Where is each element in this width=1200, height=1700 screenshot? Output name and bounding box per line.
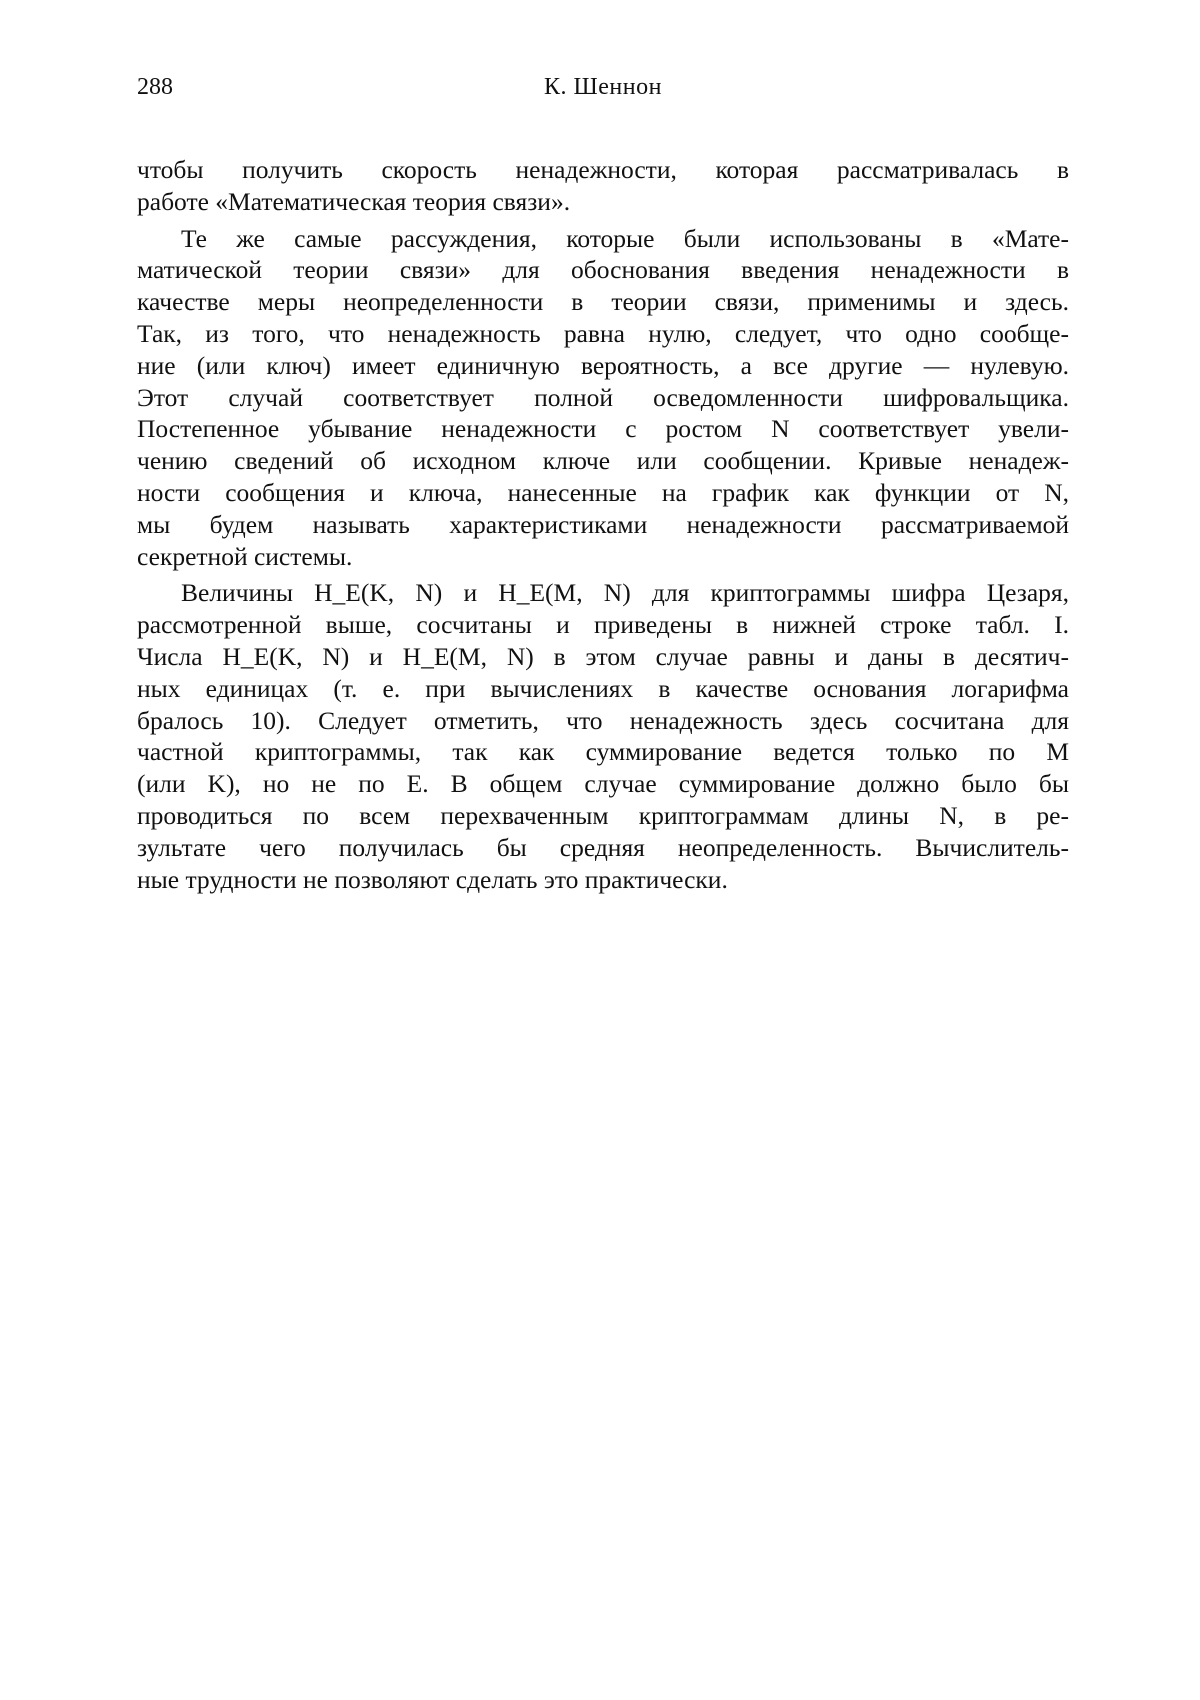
paragraph-2 xyxy=(137,223,1069,573)
text-line: чтобы получить скорость ненадежности, которая рассматривалась в xyxy=(137,155,1069,184)
text-line: мы будем называть характеристиками ненадежности рассматриваемой xyxy=(137,509,1069,539)
text-line: ности сообщения и ключа, нанесенные на график как функции от N, xyxy=(137,477,1069,507)
text-line: рассмотренной выше, сосчитаны и приведены в нижней строке табл. I. xyxy=(137,610,1069,640)
text-line: ние (или ключ) имеет единичную вероятность, а все другие — нулевую. xyxy=(137,350,1069,380)
text-line: (или K), но не по E. В общем случае суммирование должно было бы xyxy=(137,769,1069,799)
text-line: Числа H_E(K, N) и H_E(M, N) в этом случае равны и даны в десятич- xyxy=(137,641,1069,671)
paragraph-3 xyxy=(137,577,1069,895)
text-line: ных единицах (т. е. при вычислениях в качестве основания логарифма xyxy=(137,673,1069,703)
text-line: бралось 10). Следует отметить, что ненадежность здесь сосчитана для xyxy=(137,705,1069,735)
text-line: зультате чего получилась бы средняя неопределенность. Вычислитель- xyxy=(137,832,1069,862)
text-line: частной криптограммы, так как суммирование ведется только по M xyxy=(137,737,1069,767)
text-line: работе «Математическая теория связи». xyxy=(137,186,571,216)
text-line: Величины H_E(K, N) и H_E(M, N) для криптограммы шифра Цезаря, xyxy=(181,578,1069,608)
text-line: ные трудности не позволяют сделать это практически. xyxy=(137,864,728,894)
text-line: качестве меры неопределенности в теории связи, применимы и здесь. xyxy=(137,287,1069,317)
text-line: проводиться по всем перехваченным криптограммам длины N, в ре- xyxy=(137,800,1069,830)
text-line: секретной системы. xyxy=(137,541,353,571)
text-line: Те же самые рассуждения, которые были использованы в «Мате- xyxy=(181,223,1069,253)
text-line: матической теории связи» для обоснования введения ненадежности в xyxy=(137,255,1069,285)
text-line: Этот случай соответствует полной осведомленности шифровальщика. xyxy=(137,382,1069,412)
body-text xyxy=(137,154,1069,895)
text-line: Постепенное убывание ненадежности с ростом N соответствует увели- xyxy=(137,414,1069,444)
running-title: К. Шеннон xyxy=(544,74,662,100)
paragraph-1 xyxy=(137,154,1069,218)
text-line: Так, из того, что ненадежность равна нулю, следует, что одно сообще- xyxy=(137,318,1069,348)
text-line: чению сведений об исходном ключе или сообщении. Кривые ненадеж- xyxy=(137,446,1069,476)
running-head xyxy=(137,70,1069,104)
page-number: 288 xyxy=(137,74,173,100)
